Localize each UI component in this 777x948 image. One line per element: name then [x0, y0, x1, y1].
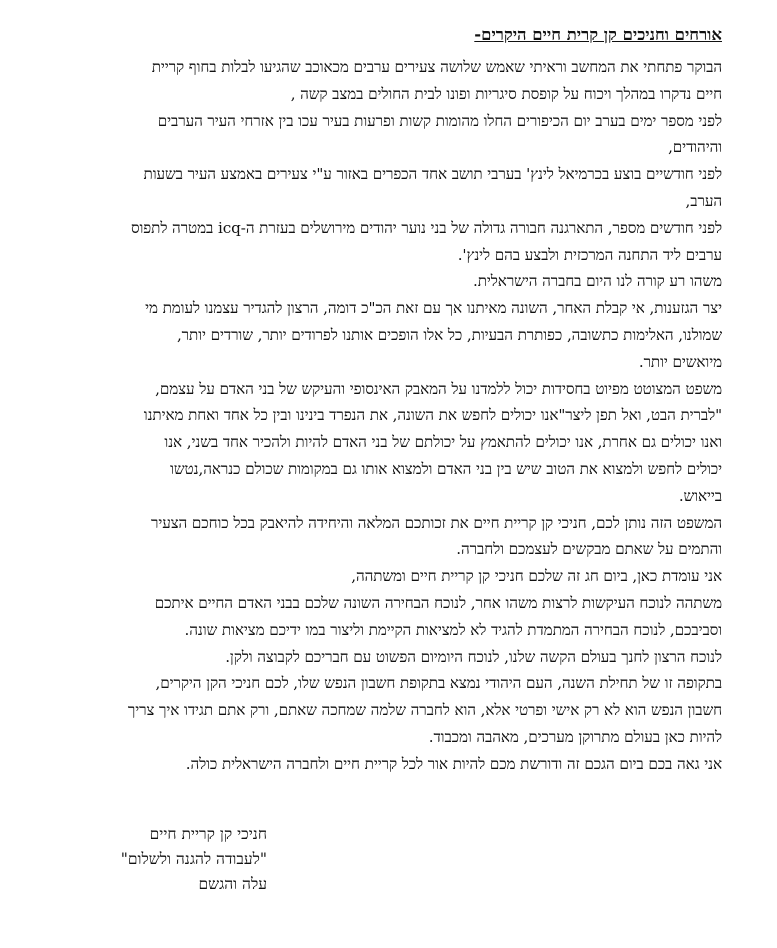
- letter-line: אני עומדת כאן, ביום חג זה שלכם חניכי קן קריית חיים ומשתהה,: [351, 567, 722, 586]
- letter-line: לפני מספר ימים בערב יום הכיפורים החלו מהומות קשות ופרעות בעיר עכו בין אזרחי העיר הערבים: [157, 111, 722, 130]
- letter-line: מיואשים יותר.: [638, 352, 722, 371]
- letter-line: לפני חודשים מספר, התארגנה חבורה גדולה של בני נוער יהודים מירושלים בעזרת ה-icq במטרה לתפוס: [130, 218, 722, 237]
- letter-line: והיהודים,: [668, 138, 722, 157]
- signature-block: [0, 822, 777, 897]
- letter-line: משתהה לנוכח העיקשות לרצות משהו אחר, לנוכח הבחירה השונה שלכם בבני האדם החיים איתכם: [154, 593, 722, 612]
- letter-line: הערב,: [685, 191, 722, 210]
- letter-line: חשבון הנפש הוא לא רק אישי ופרטי אלא, הוא לחברה שלמה שמחכה שאתם, ורק אתם תגידו איך צריך: [127, 701, 722, 720]
- letter-line: יכולים לחפש ולמצוא את הטוב שיש בין בני האדם ולמצוא אותו גם במקומות שכולם כנראה,נטשו: [170, 459, 722, 478]
- letter-line: ערבים ליד התחנה המרכזית ולבצע בהם לינץ'.: [457, 245, 722, 264]
- signature-line: חניכי קן קריית חיים: [149, 825, 267, 843]
- letter-line: משהו רע קורה לנו היום בחברה הישראלית.: [473, 272, 722, 291]
- letter-line: לנוכח הרצון לחנך בעולם הקשה שלנו, לנוכח היומיום הפשוט עם חבריכם לקבוצה ולקן.: [225, 647, 722, 666]
- letter-line: חיים נדקרו במהלך ויכוח על קופסת סיגריות ופונו לבית החולים במצב קשה ,: [290, 84, 722, 103]
- letter-line: וסביבכם, לנוכח הבחירה המתמדת להגיד לא למציאות הקיימת וליצור במו ידיכם מציאות שונה.: [184, 620, 722, 639]
- letter-line: שמולנו, האלימות כתשובה, כפותרת הבעיות, כל אלו הופכים אותנו לפרודים יותר, שורדים יותר,: [176, 325, 722, 344]
- letter-line: להיות כאן בעולם מתרוקן מערכים, מאהבה ומכבוד.: [428, 727, 722, 746]
- letter-line: הבוקר פתחתי את המחשב וראיתי שאמש שלושה צעירים ערבים מכאוכב שהגיעו לבלות בחוף קריית: [151, 58, 722, 76]
- letter-line: לפני חודשיים בוצע בכרמיאל לינץ' בערבי תושב אחד הכפרים באזור ע"י צעירים באמצע העיר בשעות: [143, 165, 722, 184]
- letter-line: והתמים על שאתם מבקשים לעצמכם ולחברה.: [456, 540, 722, 559]
- letter-line: "לברית הבט, ואל תפן ליצר"אנו יכולים לחפש את השונה, את הנפרד בינינו ובין כל אחד ואחת מאיתנו: [143, 406, 722, 425]
- letter-line: בייאוש.: [678, 486, 722, 505]
- letter-line: ואנו יכולים גם אחרת, אנו יכולים להתאמץ על יכולתם של בני האדם להיות ולהכיר אחד בשני, אנו: [164, 433, 722, 452]
- letter-line: בתקופה זו של תחילת השנה, העם היהודי נמצא בתקופת חשבון הנפש שלו, לכם חניכי הקן היקרים,: [155, 674, 722, 693]
- letter-line: אני גאה בכם ביום הגכם זה ודורשת מכם להיות אור לכל קריית חיים ולחברה הישראלית כולה.: [185, 754, 722, 773]
- letter-body: [30, 22, 722, 778]
- letter-line: משפט המצוטט מפיוט בחסידות יכול ללמדנו על המאבק האינסופי והעיקש של בני האדם על עצמם,: [155, 379, 722, 398]
- letter-line: המשפט הזה נותן לכם, חניכי קן קריית חיים את זכותכם המלאה והיחידה להיאבק בכל כוחכם הצעיר: [150, 513, 722, 532]
- signature-line: "לעבודה להגנה ולשלום": [120, 850, 267, 868]
- signature-line: עלה והגשם: [198, 875, 267, 893]
- letter-line: יצר הגזענות, אי קבלת האחר, השונה מאיתנו אך עם זאת הכ"כ דומה, הרצון להגדיר עצמנו לעומת מי: [145, 299, 722, 318]
- letter-title: אורחים וחניכים קן קרית חיים היקרים-: [474, 25, 722, 44]
